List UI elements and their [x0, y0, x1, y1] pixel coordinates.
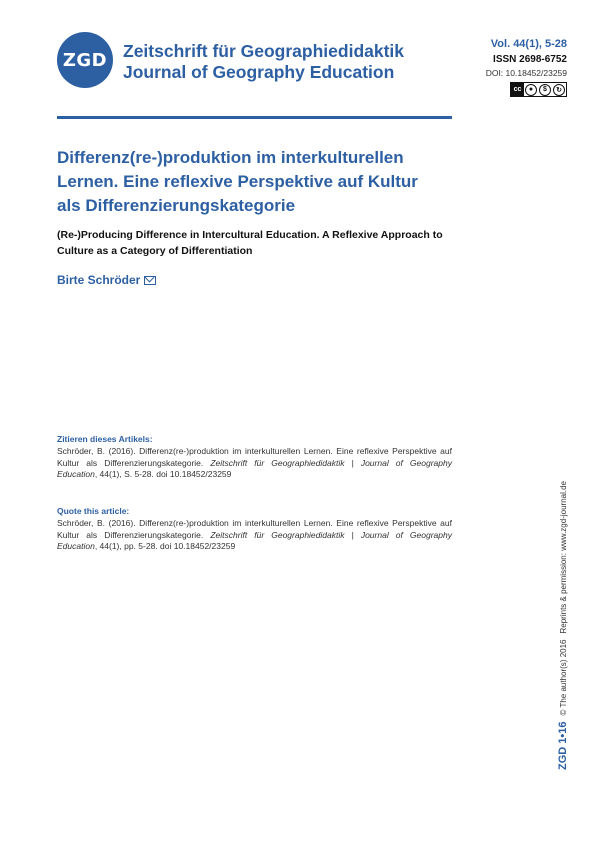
side-permissions[interactable]: Reprints & permission: www.zgd-journal.de: [558, 480, 568, 634]
cc-icon: cc: [511, 83, 524, 96]
header-divider: [57, 116, 452, 119]
nc-icon: $: [539, 84, 551, 96]
logo-text: ZGD: [62, 49, 108, 71]
issn: ISSN 2698-6752: [493, 54, 567, 65]
journal-logo: [57, 32, 113, 88]
author: [57, 273, 156, 287]
citation-english: [57, 506, 452, 553]
citation-text: [57, 446, 452, 481]
citation-text-pre: Schröder, B. (2016). Differenz(re-)produktion im interkulturellen Lernen. Eine reflexive Perspektive auf Kultur als Differenzierungskategorie.: [57, 446, 452, 468]
citation-text-post: , 44(1), S. 5-28. doi 10.18452/23259: [94, 469, 232, 479]
article-title: Differenz(re-)produktion im interkulturellen Lernen. Eine reflexive Perspektive auf Kultur als Differenzierungskategorie: [57, 148, 418, 215]
doi-value: 10.18452/23259: [505, 68, 567, 78]
journal-title-de: Zeitschrift für Geographiedidaktik: [123, 41, 405, 61]
doi-line: [486, 68, 567, 78]
sa-icon: ↻: [553, 84, 565, 96]
volume-info: Vol. 44(1), 5-28: [490, 38, 567, 50]
by-icon: ●: [525, 84, 537, 96]
license-badge-icon[interactable]: [510, 82, 567, 97]
citation-heading: Zitieren dieses Artikels:: [57, 434, 153, 444]
citation-journal: Zeitschrift für Geographiedidaktik | Journal of Geography Education: [57, 457, 452, 479]
journal-title-en: Journal of Geography Education: [123, 62, 395, 82]
citation-heading: Quote this article:: [57, 506, 130, 516]
citation-text-post: , 44(1), pp. 5-28. doi 10.18452/23259: [94, 541, 236, 551]
author-name: Birte Schröder: [57, 273, 141, 287]
citation-journal: Zeitschrift für Geographiedidaktik | Journal of Geography Education: [57, 529, 452, 551]
issue-metadata: [486, 38, 567, 97]
side-copyright: © The author(s) 2016: [558, 639, 568, 716]
citation-german: [57, 434, 452, 481]
side-issue: ZGD 1•16: [557, 721, 569, 770]
mail-icon[interactable]: [144, 276, 156, 285]
doi-label: DOI:: [485, 68, 504, 78]
journal-title: [123, 41, 404, 83]
side-banner: [552, 430, 574, 770]
article-subtitle: (Re-)Producing Difference in Intercultural Education. A Reflexive Approach to Culture as a Category of Differentiation: [57, 229, 443, 257]
citation-text-pre: Schröder, B. (2016). Differenz(re-)produktion im interkulturellen Lernen. Eine reflexive Perspektive auf Kultur als Differenzierungskategorie.: [57, 518, 452, 540]
citation-text: [57, 518, 452, 553]
